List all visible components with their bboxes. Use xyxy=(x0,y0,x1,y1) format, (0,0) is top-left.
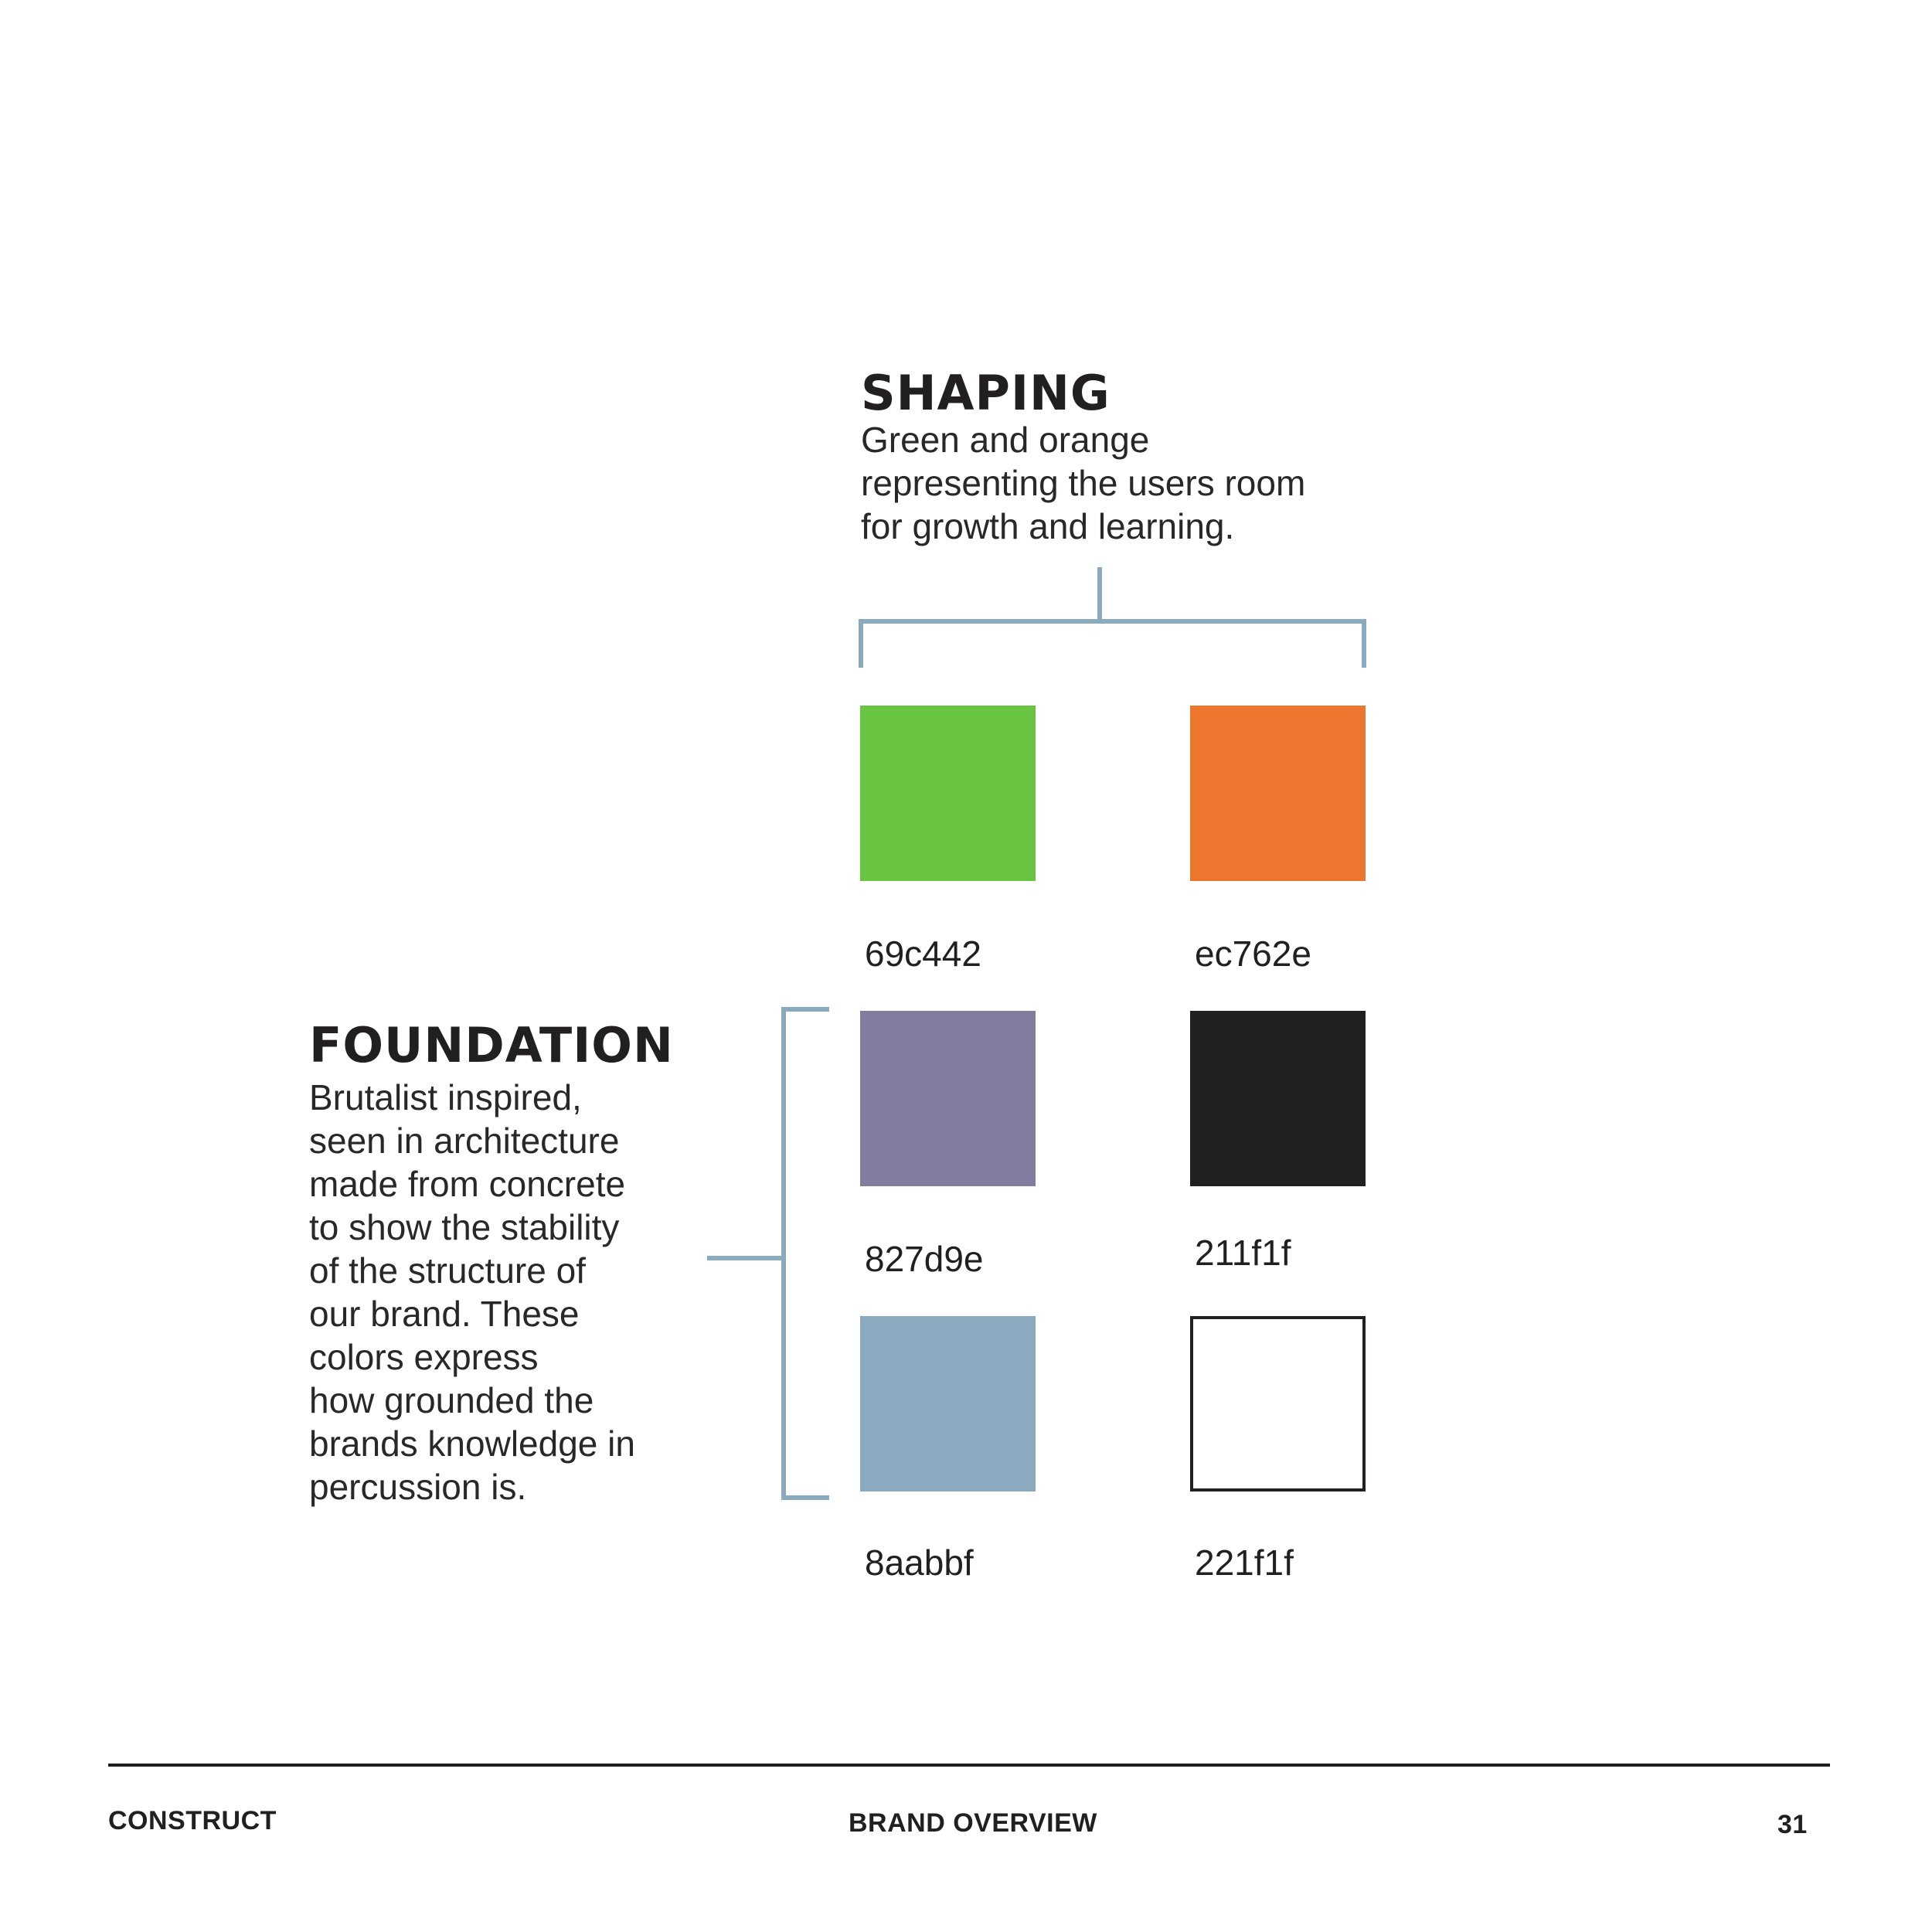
hex-label-purple: 827d9e xyxy=(865,1239,984,1279)
page-number: 31 xyxy=(1777,1810,1808,1839)
hex-label-orange: ec762e xyxy=(1195,934,1311,974)
foundation-description: Brutalist inspired, seen in architecture made from concrete to show the stability of the structure of our brand. These colors express how grounded the brands knowledge in percussion is. xyxy=(309,1077,635,1507)
hex-label-green: 69c442 xyxy=(865,934,981,974)
swatch-purple xyxy=(860,1011,1036,1186)
footer-brand-name: CONSTRUCT xyxy=(108,1806,277,1835)
footer-section-title: BRAND OVERVIEW xyxy=(849,1808,1097,1838)
foundation-title: FOUNDATION xyxy=(309,1017,674,1073)
swatch-orange xyxy=(1190,706,1366,881)
swatch-black xyxy=(1190,1011,1366,1186)
swatch-green xyxy=(860,706,1036,881)
swatch-blue xyxy=(860,1316,1036,1492)
swatch-white xyxy=(1190,1316,1366,1492)
shaping-description: Green and orange representing the users room for growth and learning. xyxy=(861,420,1306,546)
hex-label-black: 211f1f xyxy=(1195,1233,1291,1273)
footer-rule xyxy=(108,1764,1830,1767)
shaping-title: SHAPING xyxy=(861,365,1111,421)
hex-label-white: 221f1f xyxy=(1195,1543,1294,1583)
hex-label-blue: 8aabbf xyxy=(865,1543,974,1583)
